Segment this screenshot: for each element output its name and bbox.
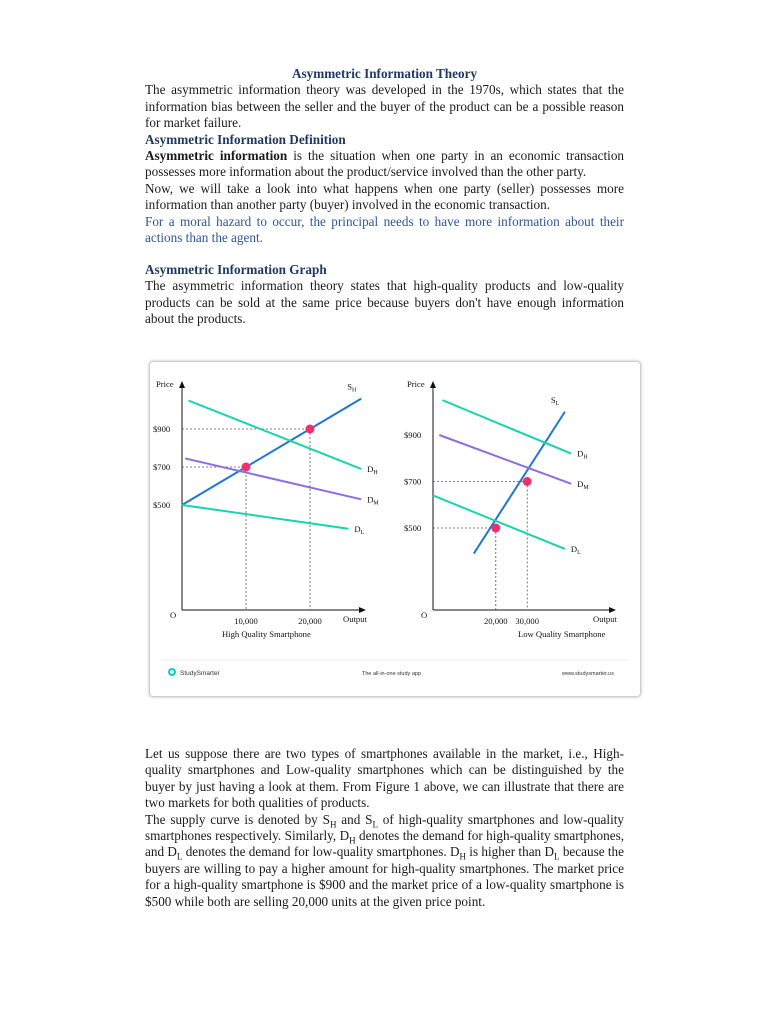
x-axis-arrow-icon bbox=[609, 607, 616, 613]
y-tick-label: $900 bbox=[404, 430, 422, 440]
p2-text-f: is higher than D bbox=[465, 844, 554, 860]
graph-description: The asymmetric information theory states that high-quality products and low-quality products can be sold at the same price because buyers don't have enough information about the products. bbox=[145, 278, 624, 327]
definition-paragraph bbox=[145, 148, 624, 181]
definition-heading: Asymmetric Information Definition bbox=[145, 131, 346, 147]
origin-label: O bbox=[421, 610, 428, 620]
series-label-dh: $D_H$ bbox=[367, 463, 378, 476]
explanation-section bbox=[145, 746, 624, 910]
p2-text-e: denotes the demand for low-quality smartphones. D bbox=[182, 844, 460, 860]
x-axis-label: Output bbox=[343, 614, 367, 624]
charts-svg bbox=[150, 362, 640, 696]
equilibrium-point bbox=[242, 463, 251, 472]
explanation-paragraph-1: Let us suppose there are two types of smartphones available in the market, i.e., High-quality smartphones and Low-quality smartphones which can be distinguished by the buyer by just having a look at them. From Figure 1 above, we can illustrate that there are two markets for both qualities of products. bbox=[145, 746, 624, 811]
definition-term: Asymmetric information bbox=[145, 148, 288, 164]
y-axis-label: Price bbox=[407, 379, 425, 389]
definition-followup: Now, we will take a look into what happens when one party (seller) possesses more information than another party (buyer) involved in the economic transaction. bbox=[145, 180, 624, 213]
studysmarter-logo-icon bbox=[168, 668, 176, 676]
chart-subtitle: Low Quality Smartphone bbox=[518, 629, 606, 639]
y-tick-label: $500 bbox=[404, 523, 422, 533]
x-tick-label: 20,000 bbox=[298, 616, 322, 626]
equilibrium-point bbox=[491, 524, 500, 533]
chart-subtitle: High Quality Smartphone bbox=[222, 629, 311, 639]
x-axis-arrow-icon bbox=[359, 607, 366, 613]
footer-tagline: The all-in-one study app bbox=[362, 671, 422, 677]
series-line-dh bbox=[188, 401, 361, 469]
footer-url: www.studysmarter.us bbox=[562, 671, 614, 677]
x-axis-label: Output bbox=[593, 614, 617, 624]
intro-section bbox=[145, 66, 624, 246]
origin-label: O bbox=[170, 610, 177, 620]
chart-low-quality bbox=[404, 379, 617, 639]
series-label-dl: $D_L$ bbox=[570, 543, 581, 556]
series-line-dm bbox=[185, 458, 361, 499]
p2-text-a: The supply curve is denoted by S bbox=[145, 811, 330, 827]
y-tick-label: $700 bbox=[404, 476, 422, 487]
y-tick-label: $500 bbox=[153, 500, 171, 510]
chart-high-quality bbox=[153, 379, 379, 639]
p2-text-g: because the buyers are willing to pay a higher amount for high-quality smartphones. The market price for a high-quality smartphone is $900 and the market price of a low-quality smartphone is $500 while both are selling 20,000 units at the given price point. bbox=[145, 844, 624, 909]
p2-text-d: denotes the demand for high-quality smartphones, and D bbox=[145, 828, 624, 860]
series-label-dh: $D_H$ bbox=[577, 448, 588, 461]
p2-sub-4: L bbox=[176, 852, 183, 863]
definition-text: is the situation when one party in an economic transaction possesses more information about the product/service involved than the other party. bbox=[145, 148, 625, 180]
p2-sub-6: L bbox=[554, 852, 560, 863]
y-axis-arrow-icon bbox=[430, 381, 436, 388]
page-title: Asymmetric Information Theory bbox=[291, 66, 478, 81]
x-tick-label: 30,000 bbox=[515, 616, 540, 626]
equilibrium-point bbox=[306, 425, 315, 434]
series-line-dm bbox=[439, 435, 571, 484]
equilibrium-point bbox=[523, 477, 532, 486]
series-label-sl: $S_L$ bbox=[550, 394, 560, 407]
series-line-dl bbox=[182, 505, 348, 529]
p2-sub-2: L bbox=[372, 819, 378, 830]
p2-sub-1: H bbox=[329, 819, 337, 830]
series-label-dm: $D_M$ bbox=[367, 494, 379, 507]
series-label-dm: $D_M$ bbox=[577, 478, 589, 491]
p2-sub-3: H bbox=[349, 835, 356, 846]
intro-paragraph: The asymmetric information theory was developed in the 1970s, which states that the information bias between the seller and the buyer of the product can be a possible reason for market failure. bbox=[145, 82, 624, 131]
x-tick-label: 10,000 bbox=[234, 616, 258, 626]
series-label-sh: $S_H$ bbox=[347, 381, 357, 394]
p2-text-c: of high-quality smartphones and low-quality smartphones respectively. Similarly, D bbox=[145, 811, 624, 844]
footer-brand: StudySmarter bbox=[180, 670, 220, 677]
figure-1 bbox=[149, 361, 641, 697]
x-tick-label: 20,000 bbox=[483, 616, 508, 626]
series-label-dl: $D_L$ bbox=[354, 523, 365, 536]
y-axis-label: Price bbox=[156, 379, 174, 389]
moral-hazard-paragraph: For a moral hazard to occur, the principal needs to have more information about their actions than the agent. bbox=[145, 213, 624, 246]
series-line-dh bbox=[442, 400, 571, 453]
p2-text-b: and S bbox=[336, 811, 373, 827]
graph-section bbox=[145, 262, 624, 328]
y-tick-label: $700 bbox=[153, 462, 171, 472]
explanation-paragraph-2 bbox=[145, 812, 624, 910]
series-line-dl bbox=[433, 495, 565, 548]
series-line-sh bbox=[182, 399, 361, 505]
y-axis-arrow-icon bbox=[179, 381, 185, 388]
y-tick-label: $900 bbox=[153, 424, 171, 434]
graph-heading: Asymmetric Information Graph bbox=[145, 262, 327, 277]
p2-sub-5: H bbox=[459, 852, 466, 863]
